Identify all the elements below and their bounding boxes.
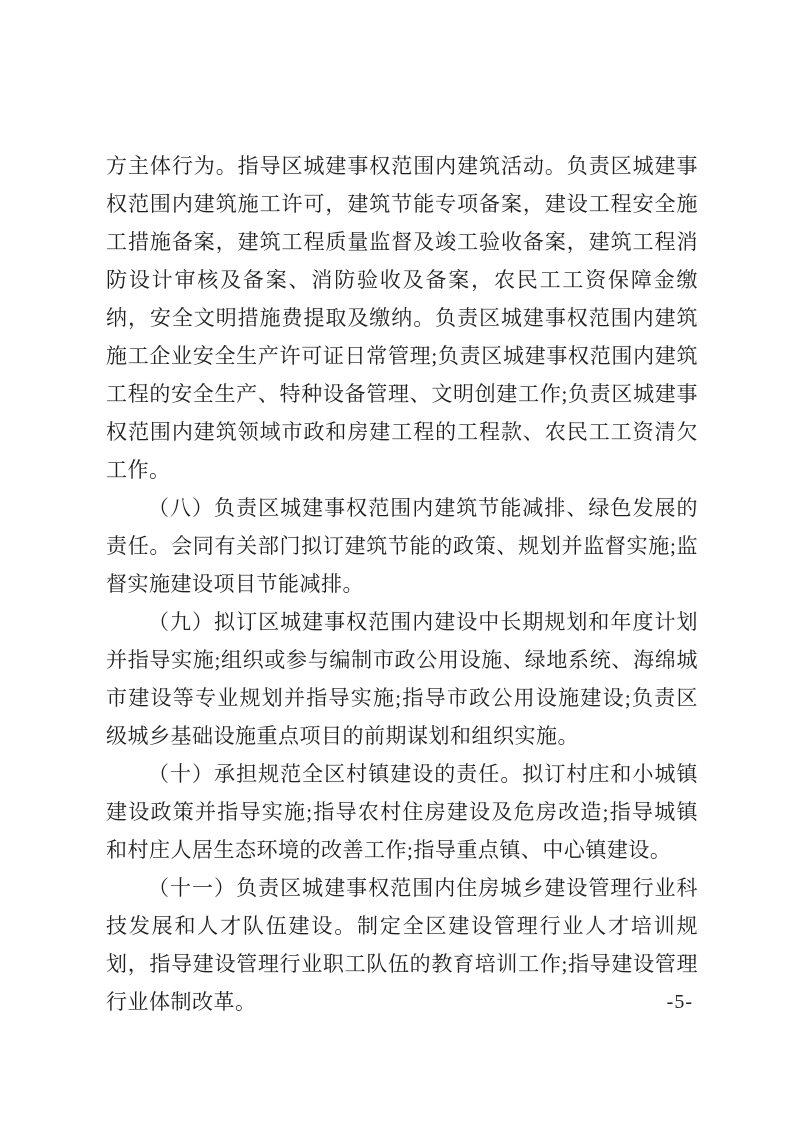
paragraph-continuation: 方主体行为。指导区城建事权范围内建筑活动。负责区城建事权范围内建筑施工许可，建筑节能专项备案，建设工程安全施工措施备案，建筑工程质量监督及竣工验收备案，建筑工程消防设计审核及备案、消防验收及备案，农民工工资保障金缴纳，安全文明措施费提取及缴纳。负责区城建事权范围内建筑施工企业安全生产许可证日常管理;负责区城建事权范围内建筑工程的安全生产、特种设备管理、文明创建工作;负责区城建事权范围内建筑领域市政和房建工程的工程款、农民工工资清欠工作。	[106, 154, 698, 482]
paragraph-clause-10: （十）承担规范全区村镇建设的责任。拟订村庄和小城镇建设政策并指导实施;指导农村住房建设及危房改造;指导城镇和村庄人居生态环境的改善工作;指导重点镇、中心镇建设。	[106, 762, 698, 862]
page-number: -5-	[666, 991, 693, 1013]
paragraph-clause-8: （八）负责区城建事权范围内建筑节能减排、绿色发展的责任。会同有关部门拟订建筑节能的政策、规划并监督实施;监督实施建设项目节能减排。	[106, 496, 698, 596]
paragraph-clause-11: （十一）负责区城建事权范围内住房城乡建设管理行业科技发展和人才队伍建设。制定全区建设管理行业人才培训规划，指导建设管理行业职工队伍的教育培训工作;指导建设管理行业体制改革。	[106, 876, 698, 1014]
document-body	[106, 147, 698, 1021]
paragraph-clause-9: （九）拟订区城建事权范围内建设中长期规划和年度计划并指导实施;组织或参与编制市政公用设施、绿地系统、海绵城市建设等专业规划并指导实施;指导市政公用设施建设;负责区级城乡基础设施重点项目的前期谋划和组织实施。	[106, 610, 698, 748]
